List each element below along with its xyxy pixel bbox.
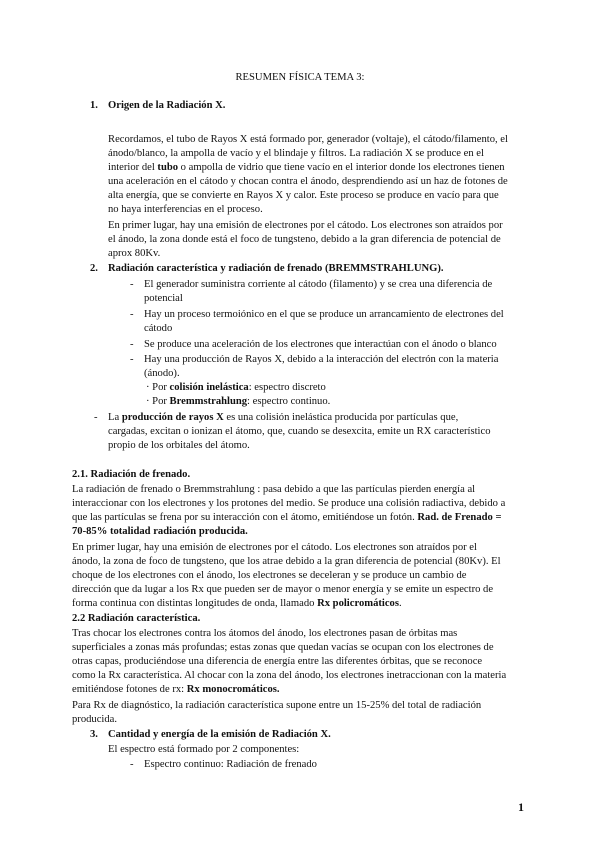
s3-bullet-1: Espectro continuo: Radiación de frenado [144,759,317,770]
s2-bullet-2-line-1: Hay un proceso termoiónico en el que se produce un arrancamiento de electrones del [144,309,504,320]
section-2-number: 2. [90,263,98,274]
s21-p2-line-4: dirección que da lugar a los Rx que pueden ser de mayor o menor energía y se emite un espectro de [72,584,494,595]
s21-p2-line-5: forma continua con distintas longitudes de onda, llamado Rx policromáticos. [72,598,402,609]
s1-p2-line-2: el ánodo, la zona donde está el foco de tungsteno, debido a la gran diferencia de potencial de [108,234,501,245]
section-3-number: 3. [90,729,98,740]
s1-p1-line-1: Recordamos, el tubo de Rayos X está formado por, generador (voltaje), el cátodo/filamento, el [108,134,508,145]
s21-p2-line-2: ánodo, la zona de foco de tungsteno, que los atrae debido a la gran diferencia de potencial (80Kv). El [72,556,501,567]
s2-last-line-3: propio de los orbitales del átomo. [108,440,250,451]
s3-bullet-dash-1: - [130,759,134,770]
section-1-heading: Origen de la Radiación X. [108,100,226,111]
s21-p1-line-2: interaccionar con los electrones y los protones del medio. Se produce una colisión radiactiva, debido a [72,498,506,509]
s21-p1-line-3: que las partículas se frena por su interacción con el átomo, emitiéndose un fotón. Rad. de Frenado = [72,512,502,523]
s2-sub-item-1: · Por colisión inelástica: espectro discreto [146,382,326,393]
s2-bullet-dash-4: - [130,354,134,365]
s2-bullet-1-line-2: potencial [144,293,183,304]
section-2-2-heading: 2.2 Radiación característica. [72,613,201,624]
s1-p2-line-1: En primer lugar, hay una emisión de electrones por el cátodo. Los electrones son atraídos por [108,220,503,231]
s22-p2-line-2: producida. [72,714,118,725]
s2-bullet-1-line-1: El generador suministra corriente al cátodo (filamento) y se crea una diferencia de [144,279,493,290]
s1-p1-line-4: una aceleración en el cátodo y chocan contra el ánodo, desprendiendo así un haz de fotones de [108,176,508,187]
section-3-heading: Cantidad y energía de la emisión de Radiación X. [108,729,331,740]
s2-last-line-2: cargadas, excitan o ionizan el átomo, que, cuando se desexcita, emite un RX característico [108,426,491,437]
s1-p1-line-5: alta energía, que se convierte en Rayos X y calor. Este proceso se produce en vacío para que [108,190,499,201]
s22-p2-line-1: Para Rx de diagnóstico, la radiación característica supone entre un 15-25% del total de radiación [72,700,482,711]
s2-bullet-4-line-1: Hay una producción de Rayos X, debido a la interacción del electrón con la materia [144,354,499,365]
s1-p1-line-6: no haya interferencias en el proceso. [108,204,263,215]
s3-intro: El espectro está formado por 2 componentes: [108,744,300,755]
s1-p1-line-2: ánodo/blanco, la ampolla de vacío y el blindaje y filtros. La radiación X se produce en el [108,148,484,159]
s21-p1-line-4: 70-85% totalidad radiación producida. [72,526,248,537]
section-2-heading: Radiación característica y radiación de frenado (BREMMSTRAHLUNG). [108,263,444,274]
s2-sub-item-2: · Por Bremmstrahlung: espectro continuo. [146,396,331,407]
section-2-1-heading: 2.1. Radiación de frenado. [72,469,191,480]
s22-p1-line-2: superficiales a zonas más profundas; estas zonas que quedan vacías se ocupan con los electrones de [72,642,494,653]
s1-p2-line-3: aprox 80Kv. [108,248,161,259]
s21-p2-line-3: choque de los electrones con el ánodo, los electrones se deceleran y se produce un cambio de [72,570,467,581]
s21-p2-line-1: En primer lugar, hay una emisión de electrones por el cátodo. Los electrones son atraídos por el [72,542,477,553]
s1-p1-line-3: interior del tubo o ampolla de vidrio que tiene vacío en el interior donde los electrones tienen [108,162,505,173]
s21-p1-line-1: La radiación de frenado o Bremmstrahlung : pasa debido a que las partículas pierden energía al [72,484,476,495]
s2-last-line-1: La producción de rayos X es una colisión inelástica producida por partículas que, [108,412,459,423]
s22-p1-line-3: otras capas, produciéndose una diferencia de energía entre las diferentes órbitas, que se reconoce [72,656,483,667]
document-title: RESUMEN FÍSICA TEMA 3: [235,72,365,83]
s22-p1-line-4: como la Rx característica. Al chocar con la zona del ánodo, los electrones inetraccionan con la materia [72,670,507,681]
section-1-number: 1. [90,100,98,111]
s2-bullet-dash-3: - [130,339,134,350]
s22-p1-line-5: emitiéndose fotones de rx: Rx monocromáticos. [72,684,280,695]
s2-bullet-dash-1: - [130,279,134,290]
s2-bullet-dash-2: - [130,309,134,320]
s22-p1-line-1: Tras chocar los electrones contra los átomos del ánodo, los electrones pasan de órbitas mas [72,628,458,639]
s2-bullet-2-line-2: cátodo [144,323,173,334]
s2-bullet-4-line-2: (ánodo). [144,368,180,379]
page-number: 1 [518,800,524,814]
s2-last-dash: - [94,412,98,423]
s2-bullet-3-line-1: Se produce una aceleración de los electrones que interactúan con el ánodo o blanco [144,339,497,350]
